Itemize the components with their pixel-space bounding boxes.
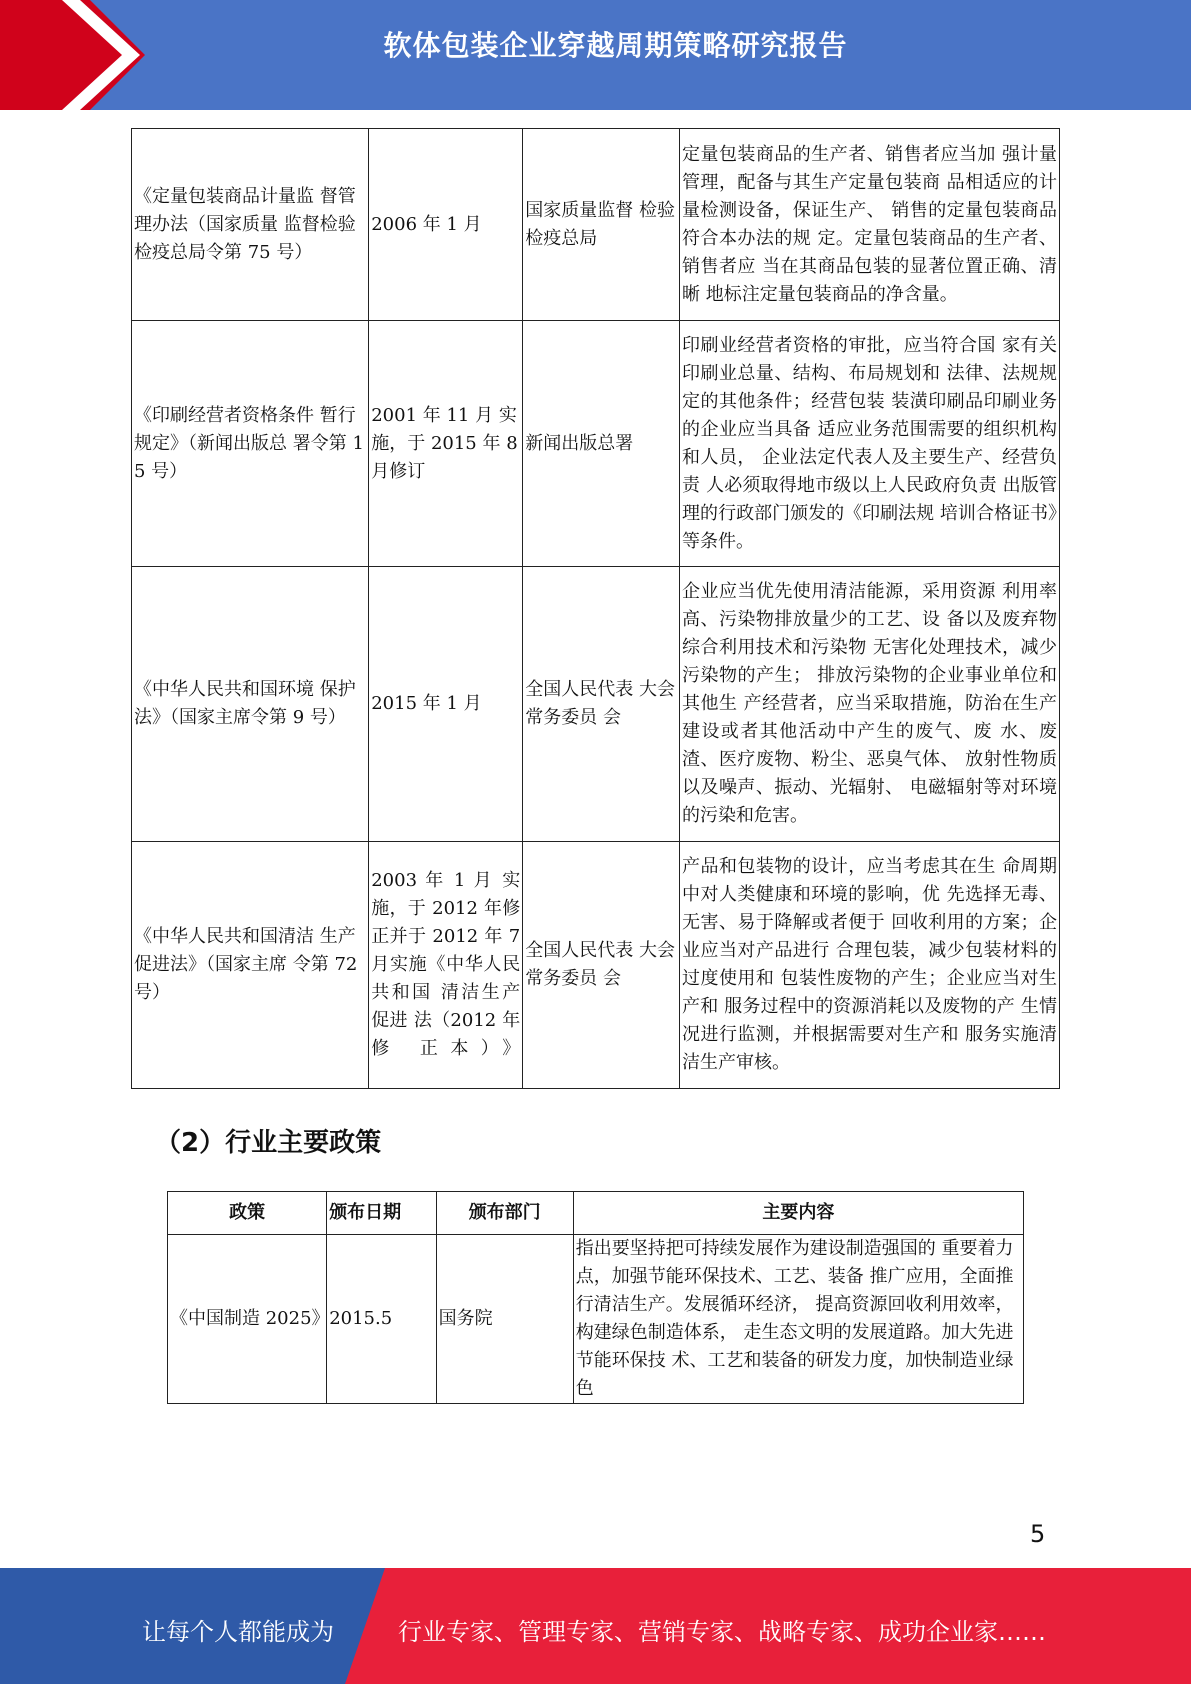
table-row — [132, 842, 1060, 1089]
regulation-dept: 全国人民代表 大会常务委员 会 — [523, 842, 680, 1089]
column-header: 主要内容 — [573, 1192, 1023, 1235]
regulations-table — [131, 128, 1060, 1089]
header-title: 软体包装企业穿越周期策略研究报告 — [383, 29, 848, 62]
policy-dept: 国务院 — [436, 1235, 573, 1404]
page-number: 5 — [1030, 1520, 1046, 1548]
column-header: 政策 — [168, 1192, 327, 1235]
regulation-date: 2015 年 1 月 — [369, 567, 523, 842]
footer-slogan-right: 行业专家、管理专家、营销专家、战略专家、成功企业家…… — [398, 1618, 1046, 1646]
policy-table — [167, 1191, 1024, 1404]
policy-date: 2015.5 — [327, 1235, 436, 1404]
page-header — [0, 0, 1191, 110]
table-row — [132, 567, 1060, 842]
regulation-dept: 新闻出版总署 — [523, 321, 680, 567]
regulation-dept: 国家质量监督 检验检疫总局 — [523, 129, 680, 321]
section-heading: （2）行业主要政策 — [155, 1128, 382, 1158]
regulation-content: 定量包装商品的生产者、销售者应当加 强计量管理，配备与其生产定量包装商 品相适应的计量检测设备，保证生产、 销售的定量包装商品符合本办法的规 定。定量包装商品的生产者、销售者应 当在其商品包装的显著位置正确、清晰 地标注定量包装商品的净含量。 — [680, 129, 1060, 321]
policy-content: 指出要坚持把可持续发展作为建设制造强国的 重要着力点，加强节能环保技术、工艺、装备 推广应用，全面推行清洁生产。发展循环经济， 提高资源回收利用效率，构建绿色制造体系， 走生态文明的发展道路。加大先进节能环保技 术、工艺和装备的研发力度，加快制造业绿色 — [573, 1235, 1023, 1404]
regulation-date: 2003 年 1 月 实施，于 2012 年修 正并于 2012 年 7 月实施《中华人民共和国 清洁生产促进 法（2012 年修 正本）》 — [369, 842, 523, 1089]
table-row — [132, 129, 1060, 321]
policy-name: 《中国制造 2025》 — [168, 1235, 327, 1404]
page-footer — [0, 1568, 1191, 1684]
column-header: 颁布部门 — [436, 1192, 573, 1235]
regulation-content: 产品和包装物的设计，应当考虑其在生 命周期中对人类健康和环境的影响，优 先选择无毒、无害、易于降解或者便于 回收利用的方案；企业应当对产品进行 合理包装，减少包装材料的过度使用和 包装性废物的产生；企业应当对生产和 服务过程中的资源消耗以及废物的产 生情况进行监测，并根据需要对生产和 服务实施清洁生产审核。 — [680, 842, 1060, 1089]
regulation-name: 《定量包装商品计量监 督管理办法（国家质量 监督检验检疫总局令第 75 号） — [132, 129, 369, 321]
column-header: 颁布日期 — [327, 1192, 436, 1235]
regulation-name: 《中华人民共和国清洁 生产促进法》（国家主席 令第 72 号） — [132, 842, 369, 1089]
table-row — [168, 1235, 1024, 1404]
table-row — [132, 321, 1060, 567]
regulation-name: 《中华人民共和国环境 保护法》（国家主席令第 9 号） — [132, 567, 369, 842]
regulation-date: 2006 年 1 月 — [369, 129, 523, 321]
regulation-name: 《印刷经营者资格条件 暂行规定》（新闻出版总 署令第 15 号） — [132, 321, 369, 567]
table-header-row — [168, 1192, 1024, 1235]
regulation-date: 2001 年 11 月 实施，于 2015 年 8 月修订 — [369, 321, 523, 567]
regulation-content: 企业应当优先使用清洁能源，采用资源 利用率高、污染物排放量少的工艺、设 备以及废弃物综合利用技术和污染物 无害化处理技术，减少污染物的产生； 排放污染物的企业事业单位和其他生 产经营者，应当采取措施，防治在生产 建设或者其他活动中产生的废气、废 水、废渣、医疗废物、粉尘、恶臭气体、 放射性物质以及噪声、振动、光辐射、 电磁辐射等对环境的污染和危害。 — [680, 567, 1060, 842]
regulation-content: 印刷业经营者资格的审批，应当符合国 家有关印刷业总量、结构、布局规划和 法律、法规规定的其他条件；经营包装 装潢印刷品印刷业务的企业应当具备 适应业务范围需要的组织机构和人员， 企业法定代表人及主要生产、经营负责 人必须取得地市级以上人民政府负责 出版管理的行政部门颁发的《印刷法规 培训合格证书》等条件。 — [680, 321, 1060, 567]
footer-slogan-left: 让每个人都能成为 — [142, 1618, 334, 1646]
regulation-dept: 全国人民代表 大会常务委员 会 — [523, 567, 680, 842]
